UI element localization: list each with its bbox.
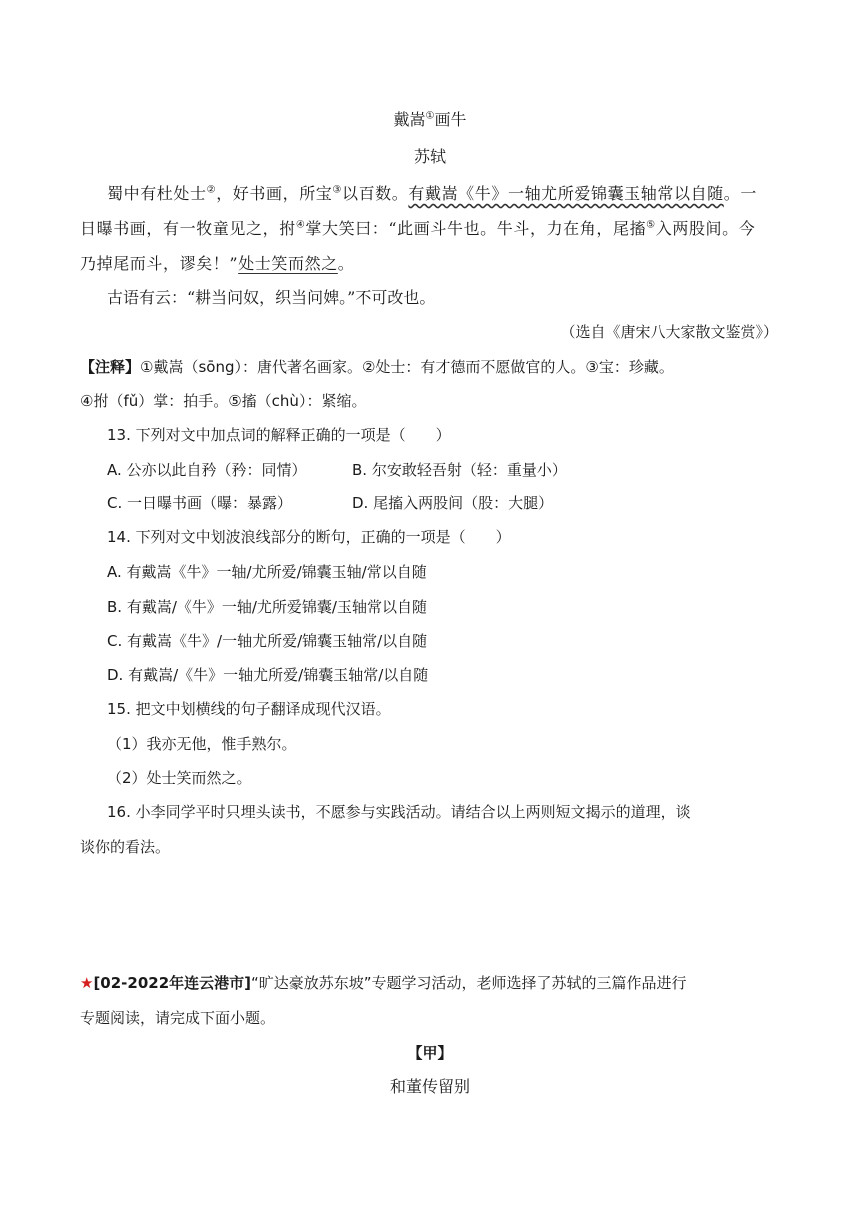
question-13-option-c: C. 一日曝书画（曝：暴露） bbox=[107, 494, 293, 512]
notes-line-2: ④拊（fǔ）掌：拍手。⑤搐（chù）：紧缩。 bbox=[80, 392, 367, 410]
star-icon: ★ bbox=[80, 974, 94, 992]
passage-line-2: 日曝书画，有一牧童见之，拊④掌大笑曰：“此画斗牛也。牛斗，力在角，尾搐⑤入两股间。今 bbox=[80, 219, 756, 238]
question-14-stem: 14. 下列对文中划波浪线部分的断句，正确的一项是（ ） bbox=[107, 528, 511, 546]
wavy-underlined-sentence: 有戴嵩《牛》一轴尤所爱锦囊玉轴常以自随 bbox=[408, 184, 724, 203]
passage-title: 戴嵩①画牛 bbox=[393, 110, 467, 129]
section-2-intro-line-1: ★[02-2022年连云港市]“旷达豪放苏东坡”专题学习活动，老师选择了苏轼的三篇作品进行 bbox=[80, 974, 687, 992]
question-13-stem: 13. 下列对文中加点词的解释正确的一项是（ ） bbox=[107, 426, 451, 444]
question-13-option-b: B. 尔安敢轻吾射（轻：重量小） bbox=[352, 461, 567, 479]
poem-title: 和董传留别 bbox=[389, 1077, 470, 1096]
question-13-option-a: A. 公亦以此自矜（矜：同情） bbox=[107, 461, 307, 479]
footnote-marker: ② bbox=[206, 184, 217, 196]
passage-line-1: 蜀中有杜处士②，好书画，所宝③以百数。有戴嵩《牛》一轴尤所爱锦囊玉轴常以自随。一 bbox=[107, 184, 757, 203]
question-16-line-2: 谈你的看法。 bbox=[80, 838, 171, 856]
underlined-sentence: 处士笑而然之 bbox=[238, 254, 338, 273]
section-2-intro-line-2: 专题阅读，请完成下面小题。 bbox=[80, 1009, 276, 1027]
question-13-option-d: D. 尾搐入两股间（股：大腿） bbox=[352, 494, 554, 512]
source-citation: （选自《唐宋八大家散文鉴赏》） bbox=[560, 323, 778, 341]
notes-line-1: 【注释】①戴嵩（sōng）：唐代著名画家。②处士：有才德而不愿做官的人。③宝：珍藏。 bbox=[80, 358, 674, 376]
notes-label: 【注释】 bbox=[80, 358, 141, 376]
section-2-tag: [02-2022年连云港市] bbox=[93, 974, 252, 992]
question-14-option-c: C. 有戴嵩《牛》/一轴尤所爱/锦囊玉轴常/以自随 bbox=[107, 632, 428, 650]
footnote-marker: ④ bbox=[295, 219, 306, 231]
passage-paragraph-2: 古语有云：“耕当问奴，织当问婢。”不可改也。 bbox=[107, 288, 436, 307]
question-14-option-b: B. 有戴嵩/《牛》一轴/尤所爱锦囊/玉轴常以自随 bbox=[107, 598, 427, 616]
question-14-option-d: D. 有戴嵩/《牛》一轴尤所爱/锦囊玉轴常/以自随 bbox=[107, 666, 429, 684]
footnote-marker: ⑤ bbox=[646, 219, 656, 231]
question-15-item-1: （1）我亦无他，惟手熟尔。 bbox=[107, 735, 297, 753]
footnote-marker: ③ bbox=[332, 184, 342, 196]
question-15-item-2: （2）处士笑而然之。 bbox=[107, 769, 252, 787]
question-15-stem: 15. 把文中划横线的句子翻译成现代汉语。 bbox=[107, 700, 391, 718]
section-2-part-label: 【甲】 bbox=[407, 1044, 453, 1062]
question-16-line-1: 16. 小李同学平时只埋头读书，不愿参与实践活动。请结合以上两则短文揭示的道理，谈 bbox=[107, 803, 691, 821]
passage-line-3: 乃掉尾而斗，谬矣！”处士笑而然之。 bbox=[80, 254, 355, 273]
passage-author: 苏轼 bbox=[413, 147, 446, 166]
footnote-marker: ① bbox=[425, 110, 435, 122]
question-14-option-a: A. 有戴嵩《牛》一轴/尤所爱/锦囊玉轴/常以自随 bbox=[107, 563, 427, 581]
